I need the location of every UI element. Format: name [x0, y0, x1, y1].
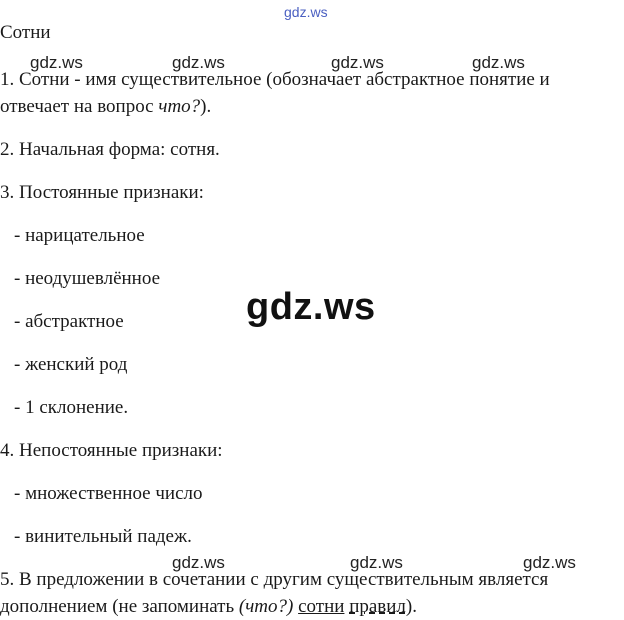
- paragraph-3: 3. Постоянные признаки:: [0, 182, 204, 203]
- paragraph-1-line-1: 1. Сотни - имя существительное (обозначает абстрактное понятие и: [0, 69, 550, 90]
- underlined-word: правил: [349, 596, 406, 617]
- watermark: gdz.ws: [30, 53, 83, 72]
- watermark: gdz.ws: [172, 53, 225, 72]
- paragraph-1-line-2: отвечает на вопрос что?).: [0, 96, 212, 117]
- watermark: gdz.ws: [523, 553, 576, 572]
- watermark: gdz.ws: [472, 53, 525, 72]
- list-item: - нарицательное: [14, 225, 145, 246]
- paragraph-4: 4. Непостоянные признаки:: [0, 440, 223, 461]
- list-item: - абстрактное: [14, 311, 124, 332]
- underlined-word: сотни: [298, 596, 345, 617]
- list-item: - множественное число: [14, 483, 203, 504]
- list-item: - неодушевлённое: [14, 268, 160, 289]
- watermark: gdz.ws: [172, 553, 225, 572]
- list-item: - винительный падеж.: [14, 526, 192, 547]
- list-item: - женский род: [14, 354, 128, 375]
- watermark-large: gdz.ws: [246, 286, 376, 328]
- paragraph-5-line-1: 5. В предложении в сочетании с другим существительным является: [0, 569, 549, 590]
- list-item: - 1 склонение.: [14, 397, 129, 418]
- paragraph-5-line-2: дополнением (не запоминать (что?) сотни правил).: [0, 596, 417, 617]
- heading: Сотни: [0, 22, 51, 43]
- paragraph-2: 2. Начальная форма: сотня.: [0, 139, 220, 160]
- watermark-top: gdz.ws: [284, 4, 328, 20]
- watermark: gdz.ws: [331, 53, 384, 72]
- watermark: gdz.ws: [350, 553, 403, 572]
